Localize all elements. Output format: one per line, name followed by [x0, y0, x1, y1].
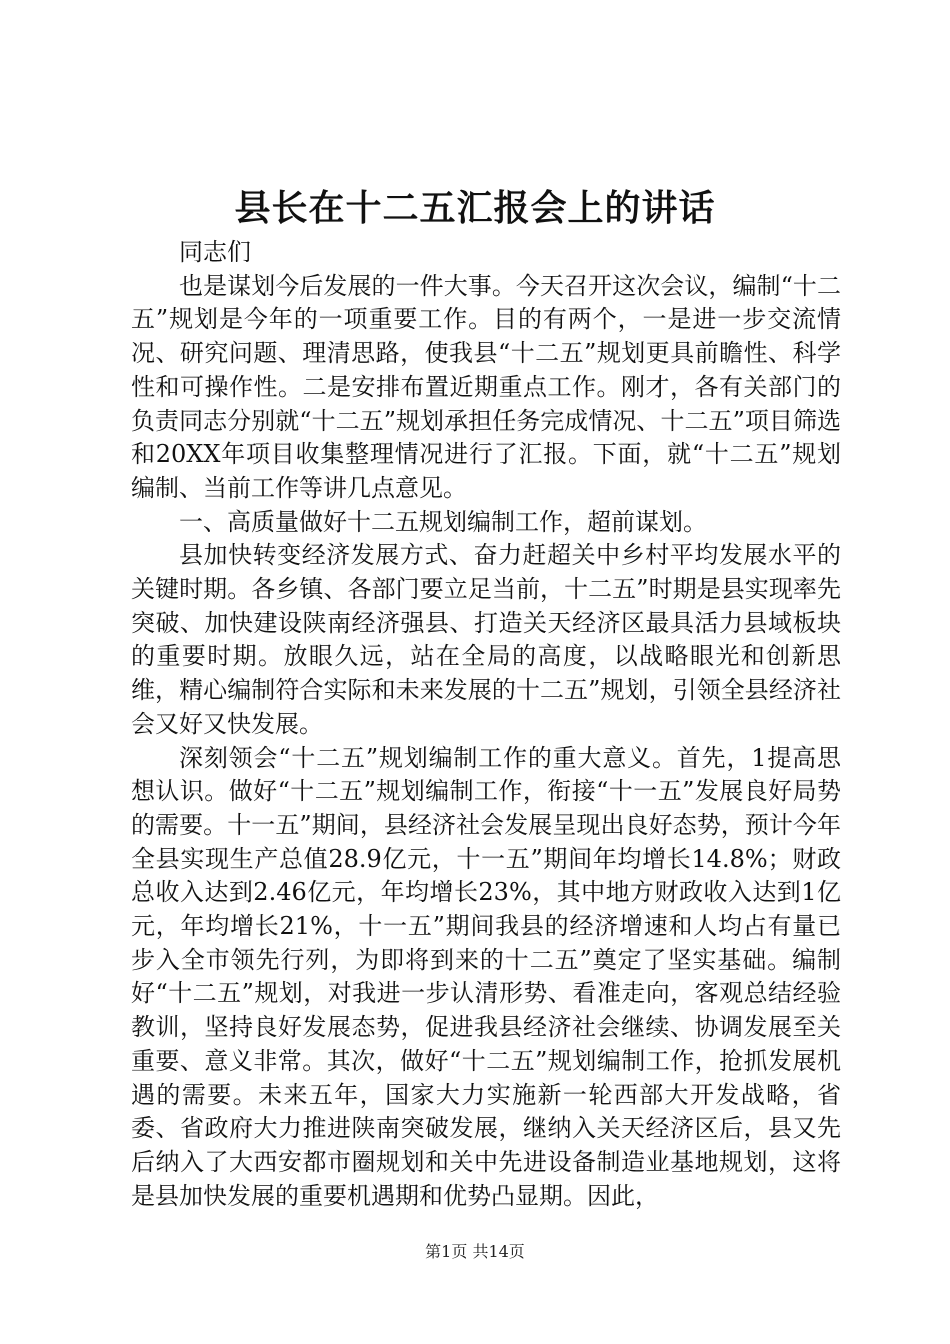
paragraph-significance: 深刻领会“十二五”规划编制工作的重大意义。首先，1提高思想认识。做好“十二五”规划编制工作，衔接“十一五”发展良好局势的需要。十一五”期间，县经济社会发展呈现出良好态势，预计今年全县实现生产总值28.9亿元，十一五”期间年均增长14.8%；财政总收入达到2.46亿元，年均增长23%，其中地方财政收入达到1亿元，年均增长21%，十一五”期间我县的经济增速和人均占有量已步入全市领先行列，为即将到来的十二五”奠定了坚实基础。编制好“十二五”规划，对我进一步认清形势、看准走向，客观总结经验教训，坚持良好发展态势，促进我县经济社会继续、协调发展至关重要、意义非常。其次，做好“十二五”规划编制工作，抢抓发展机遇的需要。未来五年，国家大力实施新一轮西部大开发战略，省委、省政府大力推进陕南突破发展，继纳入关天经济区后，县又先后纳入了大西安都市圈规划和关中先进设备制造业基地规划，这将是县加快发展的重要机遇期和优势凸显期。因此，	[131, 743, 841, 1210]
document-body	[131, 236, 841, 1213]
section-heading-1: 一、高质量做好十二五规划编制工作，超前谋划。	[179, 507, 707, 536]
paragraph-intro: 也是谋划今后发展的一件大事。今天召开这次会议，编制“十二五”规划是今年的一项重要工作。目的有两个，一是进一步交流情况、研究问题、理清思路，使我县“十二五”规划更具前瞻性、科学性和可操作性。二是安排布置近期重点工作。刚才，各有关部门的负责同志分别就“十二五”规划承担任务完成情况、十二五”项目筛选和20XX年项目收集整理情况进行了汇报。下面，就“十二五”规划编制、当前工作等讲几点意见。	[131, 271, 841, 502]
document-title: 县长在十二五汇报会上的讲话	[234, 187, 716, 229]
salutation: 同志们	[179, 238, 251, 266]
paragraph-period: 县加快转变经济发展方式、奋力赶超关中乡村平均发展水平的关键时期。各乡镇、各部门要立足当前，十二五”时期是县实现率先突破、加快建设陕南经济强县、打造关天经济区最具活力县域板块的重要时期。放眼久远，站在全局的高度，以战略眼光和创新思维，精心编制符合实际和未来发展的十二五”规划，引领全县经济社会又好又快发展。	[131, 541, 841, 738]
page-number-footer: 第1页 共14页	[425, 1242, 525, 1261]
